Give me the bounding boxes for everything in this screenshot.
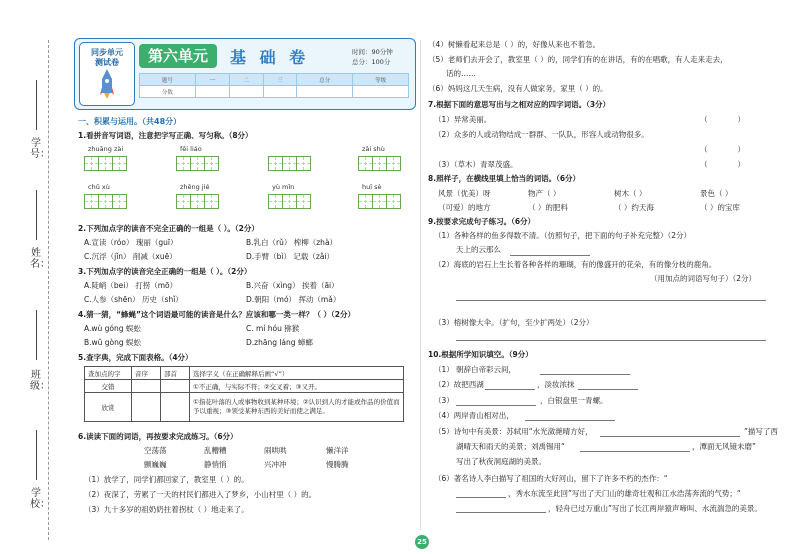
q10-item-6b: ，秀水东流至此回”写出了天门山的雄奇壮观和江水浩荡奔流的气势；“ — [508, 489, 741, 498]
score-col: 二 — [229, 74, 263, 86]
q10-item-5a: （5）诗句中有美景：苏轼用“水光潋滟晴方好， — [434, 427, 593, 436]
writing-box[interactable] — [372, 156, 387, 171]
dict-word: 欣赏 — [85, 393, 132, 422]
q2-option-d[interactable]: D.手臂（bì） 记载（zǎi） — [246, 252, 335, 261]
q10-item-6c: ，轻舟已过万重山”写出了长江两岸猿声啼叫、水流湍急的美景。 — [548, 504, 762, 513]
q3-option-a[interactable]: A.陡峭（bei） 打捞（mō） — [84, 281, 178, 290]
q7-item-2: （2）众多的人或动物结成一群群、一队队，形容人或动物很多。 — [434, 130, 649, 139]
score-table — [139, 73, 409, 98]
q9-item-2: （2）海底的岩石上生长着各种各样的珊瑚，有的像盛开的花朵，有的像分枝的鹿角。 — [434, 260, 717, 269]
writing-box[interactable] — [176, 156, 191, 171]
unit-label: 第六单元 — [139, 44, 217, 68]
q6-sentence-1: （1）放学了，同学们都回家了，教室里（ ）的。 — [84, 475, 249, 484]
q8-example: 风景（优美）呀 — [438, 189, 491, 198]
question-1: 1.看拼音写词语，注意把字写正确、写匀称。（8分） — [78, 131, 253, 140]
writing-box[interactable] — [282, 194, 297, 209]
score-row-label: 分数 — [140, 86, 196, 98]
q6-sentence-5: （5）老师们去开会了，教室里（ ）的，同学们有的在讲话，有的在唱歌，有人走来走去， — [428, 55, 728, 64]
writing-box[interactable] — [112, 156, 127, 171]
badge-line2: 测试卷 — [95, 58, 119, 67]
q4-option-d[interactable]: D.zhāng láng 蟑螂 — [246, 338, 313, 347]
q10-item-1: 朝辞白帝彩云间， — [456, 365, 516, 374]
pinyin: fēi liáo — [180, 145, 202, 153]
q10-item-2b: ，淡妆浓抹 — [537, 380, 575, 389]
answer-line[interactable] — [456, 405, 536, 406]
writing-box[interactable] — [268, 194, 283, 209]
dict-meaning: ①不正确，与实际不符；②交叉着；③又开。 — [190, 380, 404, 393]
q2-option-c[interactable]: C.沉浮（jǐn） 削减（xuē） — [84, 252, 177, 261]
class-field[interactable] — [36, 310, 37, 360]
question-3: 3.下列加点字的读音完全正确的一组是（ ）。（2分） — [78, 267, 252, 276]
school-field[interactable] — [36, 430, 37, 480]
word: 闹哄哄 — [264, 446, 287, 455]
question-7: 7.根据下面的意思写出与之相对应的四字词语。（3分） — [428, 100, 611, 109]
score-col: 等级 — [353, 74, 409, 86]
dict-answer-cell[interactable] — [161, 380, 190, 393]
word: 颤巍巍 — [144, 460, 167, 469]
column-divider — [420, 40, 421, 530]
dict-word: 交错 — [85, 380, 132, 393]
word: 慢腾腾 — [326, 460, 349, 469]
q6-sentence-6: （6）妈妈这几天生病，没有人做家务，家里（ ）的。 — [428, 84, 608, 93]
word: 懒洋洋 — [326, 446, 349, 455]
student-id-field[interactable] — [36, 80, 37, 130]
q7-answer-1[interactable]: （ ） — [700, 115, 745, 124]
school-label: 学校： — [30, 488, 50, 510]
score-col: 题号 — [140, 74, 196, 86]
word: 乱糟糟 — [204, 446, 227, 455]
question-9: 9.按要求完成句子练习。（6分） — [428, 217, 536, 226]
dictionary-table — [84, 366, 404, 422]
score-cell[interactable] — [195, 86, 229, 98]
q10-item-5d: ，潭面无风镜未磨” — [692, 442, 756, 451]
writing-box[interactable] — [358, 156, 373, 171]
score-cell[interactable] — [297, 86, 353, 98]
writing-box[interactable] — [296, 194, 311, 209]
section-1-title: 一、积累与运用。（共48分） — [78, 117, 182, 126]
q4-option-c[interactable]: C. mí hóu 猕猴 — [246, 324, 300, 333]
q10-item-6a: （6）著名诗人李白描写了祖国的大好河山，留下了许多不朽的杰作：“ — [434, 474, 668, 483]
answer-line[interactable] — [600, 436, 740, 437]
answer-line[interactable] — [580, 451, 690, 452]
q8-blank[interactable]: （ ）的宝库 — [700, 203, 740, 212]
q10-item-4: （4）两岸青山相对出， — [434, 411, 514, 420]
q7-answer-3[interactable]: （ ） — [700, 160, 745, 169]
page-number: 25 — [415, 535, 429, 549]
q8-blank[interactable]: （ ）的肥料 — [528, 203, 568, 212]
q9-item-1: （1）各种各样的鱼多得数不清。（仿照句子，把下面的句子补充完整）（2分） — [434, 231, 692, 240]
answer-line[interactable] — [456, 300, 766, 301]
dict-answer-cell[interactable] — [132, 393, 161, 422]
answer-line[interactable] — [485, 389, 535, 390]
answer-line[interactable] — [510, 255, 590, 256]
q10-item-5b: ”描写了西 — [744, 427, 778, 436]
q8-example: （可爱）的地方 — [438, 203, 491, 212]
q3-option-c[interactable]: C.人参（shēn） 历史（shǐ） — [84, 295, 183, 304]
exam-title: 基 础 卷 — [230, 48, 310, 67]
writing-box[interactable] — [282, 156, 297, 171]
score-cell[interactable] — [353, 86, 409, 98]
pinyin: chǔ xù — [88, 183, 110, 191]
q8-blank[interactable]: 物产（ ） — [528, 189, 561, 198]
dict-header: 查加点的字 — [85, 367, 132, 380]
word: 静悄悄 — [204, 460, 227, 469]
q2-option-b[interactable]: B.乳白（rǔ） 榨柳（zhà） — [246, 238, 338, 247]
time-limit: 时间：90分钟 — [352, 48, 393, 56]
answer-line[interactable] — [578, 389, 638, 390]
question-5: 5.查字典，完成下面表格。（4分） — [78, 353, 193, 362]
dict-meaning: ①指花叶落的人或事物收到某种环境；②认识到人的才能或作品的价值而予以重视；③领受某种东西的美好而使之满足。 — [190, 393, 404, 422]
pinyin: zāi shù — [362, 145, 385, 153]
q4-option-a[interactable]: A.wù góng 蜈蚣 — [84, 324, 141, 333]
answer-line[interactable] — [456, 340, 766, 341]
writing-box[interactable] — [204, 194, 219, 209]
q9-item-3: （3）榕树像大伞。（扩句，至少扩两处）（2分） — [434, 318, 594, 327]
word: 空荡荡 — [144, 446, 167, 455]
writing-box[interactable] — [112, 194, 127, 209]
badge-line1: 同步单元 — [91, 48, 123, 57]
dict-answer-cell[interactable] — [132, 380, 161, 393]
dict-header: 音序 — [132, 367, 161, 380]
q7-answer-2[interactable]: （ ） — [700, 145, 745, 154]
q10-item-3-no: （3） — [434, 396, 454, 405]
writing-box[interactable] — [190, 194, 205, 209]
answer-line[interactable] — [456, 512, 546, 513]
writing-box[interactable] — [204, 156, 219, 171]
writing-box[interactable] — [386, 194, 401, 209]
score-cell[interactable] — [229, 86, 263, 98]
writing-box[interactable] — [84, 156, 99, 171]
writing-box[interactable] — [190, 156, 205, 171]
q8-blank[interactable]: 景色（ ） — [700, 189, 733, 198]
q10-item-3: ，白银盘里一青螺。 — [540, 396, 608, 405]
student-id-label: 学号： — [30, 138, 50, 160]
q6-sentence-3: （3）九十多岁的祖奶奶拄着拐杖（ ）地走来了。 — [84, 505, 249, 514]
answer-line[interactable] — [525, 420, 615, 421]
writing-box[interactable] — [358, 194, 373, 209]
q6-sentence-2: （2）夜深了，劳累了一天的村民们都进入了梦乡，小山村里（ ）的。 — [84, 490, 317, 499]
rocket-icon — [100, 69, 114, 99]
answer-line[interactable] — [540, 374, 630, 375]
question-10: 10.根据所学知识填空。（9分） — [428, 350, 533, 359]
question-4: 4.猜一猜，“蜂蝇”这个词语最可能的读音是什么？应该和哪一类一样？（ ）（2分） — [78, 310, 356, 319]
score-col: 总分 — [297, 74, 353, 86]
q8-blank[interactable]: （ ）约天海 — [614, 203, 654, 212]
class-label: 班级： — [30, 370, 50, 392]
dict-header: 选择字义（在正确解释后画“√”） — [190, 367, 404, 380]
q4-option-b[interactable]: B.wǔ gòng 蜈蚣 — [84, 338, 142, 347]
writing-box[interactable] — [84, 194, 99, 209]
sync-test-badge — [79, 42, 135, 106]
q9-item-2-req: （用加点的词语写句子）（2分） — [650, 274, 757, 283]
binding-margin — [0, 0, 68, 554]
q8-blank[interactable]: 树木（ ） — [614, 189, 647, 198]
writing-box[interactable] — [176, 194, 191, 209]
q6-sentence-4: （4）树懒看起来总是（ ）的，好像从来也不着急。 — [428, 40, 601, 49]
pinyin: yù mǐn — [272, 183, 295, 191]
word: 兴冲冲 — [264, 460, 287, 469]
name-label: 姓名： — [30, 248, 50, 270]
score-col: 三 — [263, 74, 297, 86]
question-6: 6.读读下面的词语，再按要求完成练习。（6分） — [78, 432, 238, 441]
writing-box[interactable] — [372, 194, 387, 209]
q10-item-1-no: （1） — [434, 365, 454, 374]
writing-box[interactable] — [296, 156, 311, 171]
q10-item-5e: 写出了秋夜洞庭湖的美景。 — [456, 457, 546, 466]
writing-box[interactable] — [98, 194, 113, 209]
q3-option-d[interactable]: D.朝阳（mó） 挥动（mǎ） — [246, 295, 341, 304]
q6-sentence-5-cont: 话的…… — [446, 69, 476, 78]
writing-box[interactable] — [268, 156, 283, 171]
question-8: 8.照样子，在横线里填上恰当的词语。（6分） — [428, 174, 581, 183]
writing-box[interactable] — [98, 156, 113, 171]
q2-option-a[interactable]: A.宣读（róo） 瑰丽（guī） — [84, 238, 178, 247]
q10-item-2: （2）故把西湖 — [434, 380, 484, 389]
total-score: 总分：100分 — [352, 58, 391, 66]
pinyin: zhēng jié — [180, 183, 210, 191]
q10-item-5c: 湖晴天和雨天的美景；刘禹锡用“ — [456, 442, 565, 451]
question-2: 2.下列加点字的读音不完全正确的一组是（ ）。（2分） — [78, 224, 259, 233]
answer-line[interactable] — [456, 497, 506, 498]
dict-header: 部首 — [161, 367, 190, 380]
score-cell[interactable] — [263, 86, 297, 98]
fold-line — [48, 40, 49, 540]
name-field[interactable] — [36, 190, 37, 240]
q9-item-1-stem: 天上的云那么 — [456, 245, 501, 254]
pinyin: zhuāng zài — [88, 145, 124, 153]
q7-item-1: （1）异常美丽。 — [434, 115, 492, 124]
pinyin: huī sè — [362, 183, 382, 191]
q3-option-b[interactable]: B.兴奋（xìng） 挨着（āi） — [246, 281, 339, 290]
q7-item-3: （3）（草木）青翠茂盛。 — [434, 160, 518, 169]
writing-box[interactable] — [386, 156, 401, 171]
score-col: 一 — [195, 74, 229, 86]
dict-answer-cell[interactable] — [161, 393, 190, 422]
exam-header — [74, 38, 416, 110]
